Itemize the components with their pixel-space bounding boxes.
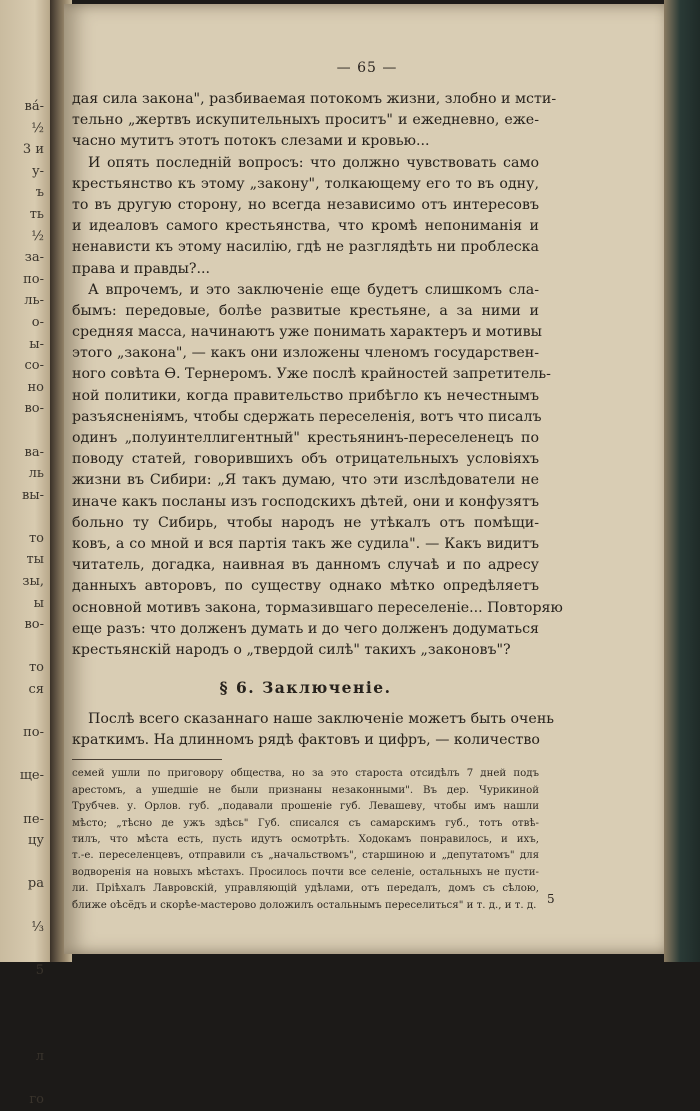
text-line: средняя масса, начинаютъ уже понимать характеръ и мотивы: [72, 324, 542, 341]
text-line: часно мутитъ этотъ потокъ слезами и кровью...: [72, 133, 430, 150]
text-line: читатель, догадка, наивная въ данномъ случаѣ и по адресу: [72, 557, 539, 574]
text-line: этого „закона", — какъ они изложены членомъ государствен-: [72, 345, 539, 362]
footnote-line: арестомъ, а ушедшіе не были признаны незаконными". Въ дер. Чурикиной: [72, 784, 539, 796]
left-fragment: о-: [31, 314, 44, 330]
left-fragment: ся: [28, 682, 44, 698]
text-line: крестьянство къ этому „закону", толкающему его то въ одну,: [72, 175, 539, 192]
left-fragment: [0, 895, 44, 917]
text-line: еще разъ: что долженъ думать и до чего долженъ додуматься: [72, 620, 539, 637]
left-fragment: ть: [29, 206, 44, 222]
left-fragment: по-: [23, 725, 44, 741]
page-number: — 65 —: [336, 60, 398, 76]
book-page: [64, 4, 670, 954]
footnote-rule: [72, 759, 222, 760]
text-line: поводу статей, говорившихъ объ отрицательныхъ условіяхъ: [72, 451, 539, 468]
left-fragment: пе-: [23, 811, 44, 827]
footnote-line: тилъ, что мѣста есть, пусть идутъ осмотрѣть. Ходокамъ понравилось, и ихъ,: [72, 834, 539, 845]
left-fragment: 5: [35, 962, 44, 978]
left-fragment: зы,: [22, 574, 44, 590]
conclusion-paragraph: [72, 709, 555, 751]
left-fragment: по-: [23, 271, 44, 287]
left-fragment: [0, 787, 44, 809]
text-line: иначе какъ посланы изъ господскихъ дѣтей, они и конфузятъ: [72, 493, 539, 510]
left-fragment: ль-: [24, 293, 44, 309]
left-fragment: у-: [31, 163, 44, 179]
left-fragment: во-: [24, 617, 44, 633]
signature-mark: 5: [547, 892, 555, 906]
left-fragment: то: [28, 660, 44, 676]
footnote-line: мѣсто; „тѣсно де ужъ здѣсь" Губ. списался съ самарскимъ губ., тотъ отвѣ-: [72, 817, 539, 829]
left-fragment: вы-: [21, 487, 44, 503]
footnote-line: семей ушли по приговору общества, но за это староста отсидѣлъ 7 дней подъ: [72, 768, 539, 780]
left-page-text-fragments: [0, 96, 44, 1111]
left-fragment: ъ: [35, 185, 44, 201]
section-heading: § 6. Заключеніе.: [219, 678, 392, 698]
left-fragment: [0, 1068, 44, 1090]
left-fragment: [0, 636, 44, 658]
footnote-line: ли. Пріѣхалъ Лавровскій, управляющій удѣлами, отъ передалъ, домъ съ сѣлою,: [72, 883, 539, 895]
left-fragment: л: [35, 1049, 44, 1065]
left-fragment: ль: [28, 466, 44, 482]
page-body: [72, 89, 563, 914]
text-line: бымъ: передовые, болѣе развитые крестьяне, а за ними и: [72, 302, 539, 319]
left-fragment: ½: [31, 228, 44, 244]
left-fragment: за-: [24, 250, 44, 266]
text-line: Послѣ всего сказаннаго наше заключеніе можетъ быть очень: [88, 711, 555, 728]
left-fragment: [0, 981, 44, 1003]
text-line: И опять последній вопросъ: что должно чувствовать само: [88, 154, 539, 171]
left-fragment: ⅓: [31, 919, 44, 935]
left-fragment: [0, 938, 44, 960]
left-fragment: во-: [24, 401, 44, 417]
text-line: ного совѣта Ѳ. Тернеромъ. Уже послѣ крайностей запретитель-: [72, 366, 551, 383]
text-line: жизни въ Сибири: „Я такъ думаю, что эти изслѣдователи не: [72, 472, 539, 489]
left-fragment: [0, 420, 44, 442]
footnote: [72, 766, 539, 914]
text-line: разъясненіямъ, чтобы сдержать переселенія, вотъ что писалъ: [72, 408, 542, 425]
left-fragment: ва́-: [24, 99, 44, 114]
text-line: ковъ, а со мной и вся партія такъ же судила". — Какъ видитъ: [72, 535, 539, 552]
text-line: крестьянскій народъ о „твердой силѣ" такихъ „законовъ"?: [72, 641, 511, 658]
left-fragment: [0, 1025, 44, 1047]
text-line: ной политики, когда правительство прибѣгло къ нечестнымъ: [72, 387, 539, 404]
left-fragment: ы-: [29, 336, 44, 352]
footnote-line: Трубчев. у. Орлов. губ. „подавали прошеніе губ. Левашеву, чтобы имъ нашли: [72, 801, 539, 813]
left-fragment: [0, 506, 44, 528]
text-line: основной мотивъ закона, тормазившаго переселеніе... Повторяю: [72, 599, 563, 616]
text-line: то въ другую сторону, но всегда независимо отъ интересовъ: [72, 196, 539, 213]
text-line: больно ту Сибирь, чтобы народъ не утѣкалъ отъ помѣщи-: [72, 514, 539, 531]
left-fragment: ы: [33, 595, 44, 611]
left-fragment: [0, 852, 44, 874]
footnote-line: ближе оѣсёдъ и скорѣе-мастерово доложилъ остальнымъ переселиться" и т. д., и т. д.: [72, 899, 537, 911]
left-fragment: [0, 701, 44, 723]
text-line: права и правды?...: [72, 260, 211, 277]
text-line: тельно „жертвъ искупительныхъ проситъ" и ежедневно, еже-: [72, 112, 539, 129]
left-fragment: ва-: [24, 444, 44, 460]
text-line: и идеаловъ самого крестьянства, что кромѣ непониманія и: [72, 218, 539, 235]
text-line: ненависти къ этому насилію, гдѣ не разглядѣть ни проблеска: [72, 239, 539, 256]
left-fragment: го: [29, 1092, 44, 1108]
left-fragment: ½: [31, 120, 44, 136]
left-fragment: ра: [27, 876, 44, 892]
text-line: одинъ „полуинтеллигентный" крестьянинъ-переселенецъ по: [72, 430, 539, 446]
footnote-line: т.-е. переселенцевъ, отправили съ „начальствомъ", старшиною и „депутатомъ" для: [72, 850, 539, 862]
left-fragment: [0, 744, 44, 766]
left-fragment: то: [28, 530, 44, 546]
left-fragment: ще-: [19, 768, 44, 784]
book-cover-edge: [664, 0, 700, 962]
footnote-line: водворенія на новыхъ мѣстахъ. Просилось почти все селеніе, остальныхъ не пусти-: [72, 866, 539, 878]
text-line: дая сила закона", разбиваемая потокомъ жизни, злобно и мсти-: [72, 91, 557, 107]
text-line: краткимъ. На длинномъ рядѣ фактовъ и цифръ, — количество: [72, 732, 540, 749]
paragraphs: [72, 89, 563, 661]
left-fragment: со-: [24, 358, 44, 374]
left-fragment: цу: [27, 833, 44, 849]
text-line: данныхъ авторовъ, по существу однако мѣтко опредѣляетъ: [72, 578, 539, 595]
left-fragment: ты: [26, 552, 44, 568]
left-fragment: [0, 1003, 44, 1025]
left-fragment: 3 и: [22, 142, 44, 158]
text-line: А впрочемъ, и это заключеніе еще будетъ слишкомъ сла-: [88, 281, 539, 298]
left-fragment: но: [27, 379, 44, 395]
